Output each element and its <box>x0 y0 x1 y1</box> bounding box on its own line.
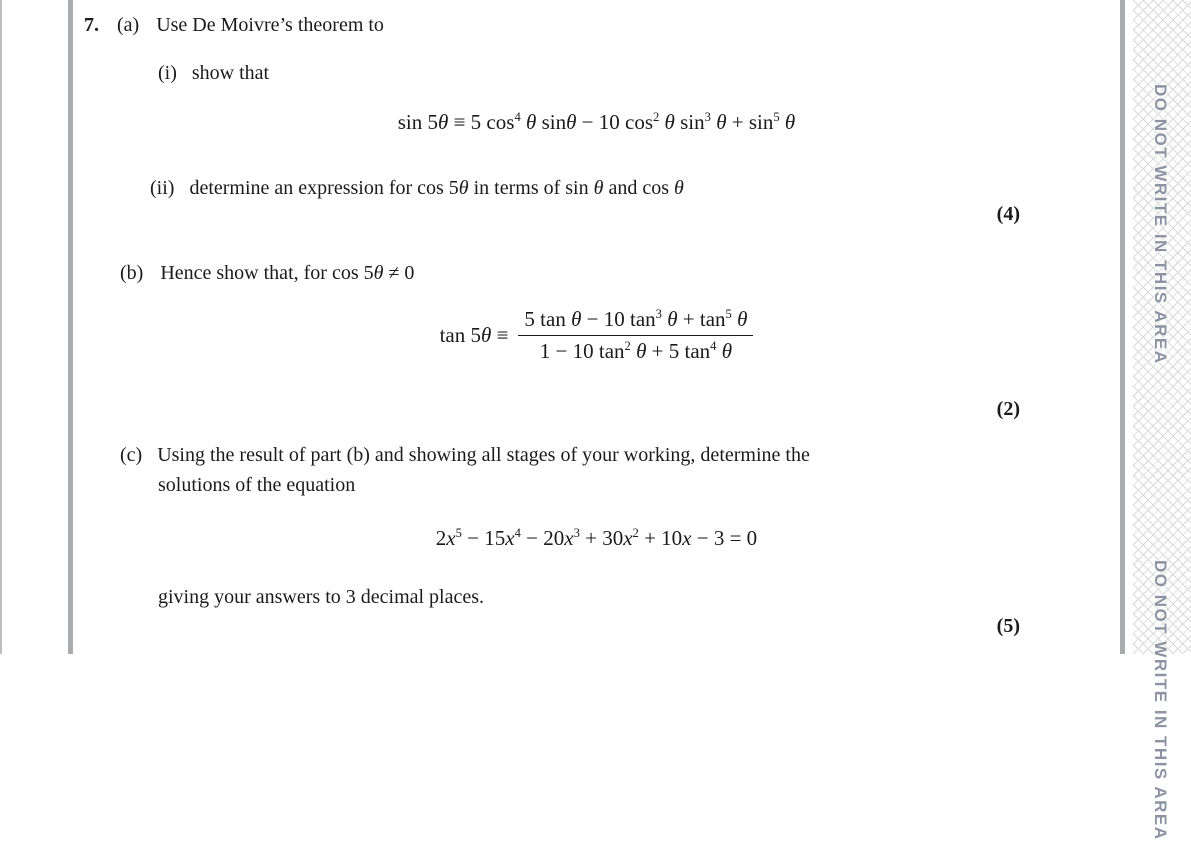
part-c-row-2 <box>158 473 355 497</box>
equation-quintic: $2x^5 - 15x^4 - 20x^3 + 30x^2 + 10x - 3 = 0$ <box>435 526 758 550</box>
do-not-write-text-top: DO NOT WRITE IN THIS AREA <box>1151 84 1170 365</box>
part-b-label: (b) <box>120 262 144 284</box>
part-c-label: (c) <box>120 444 143 466</box>
part-a-label: (a) <box>117 14 140 36</box>
part-a-i-label: (i) <box>158 62 177 84</box>
part-b-text: Hence show that, for cos 5θ ≠ 0 <box>160 262 415 284</box>
fraction-denominator: 1 − 10 $\tan^2 \theta + 5$ $\tan^4 \theta$ <box>518 335 753 364</box>
part-c-closing: giving your answers to 3 decimal places. <box>158 586 485 608</box>
fraction <box>518 307 753 364</box>
fraction-numerator: 5 tan θ − 10 $\tan^3 \theta + \tan^5 \theta$ <box>524 307 748 331</box>
part-c-row-1 <box>120 443 810 467</box>
part-a-ii-text: determine an expression for cos 5θ in terms of sin θ and cos θ <box>189 177 684 199</box>
formula-tan5theta <box>73 307 1120 364</box>
formula-sin5theta: sin 5θ ≡ 5 $\cos^4 \theta$ sinθ − 10 $\cos^2 \theta$ $\sin^3 \theta + \sin^5 \theta$ <box>397 110 796 134</box>
marks-part-c: (5) <box>996 615 1020 637</box>
part-b-row <box>120 261 414 285</box>
part-a-i-text: show that <box>191 62 270 84</box>
page-left-edge-line <box>0 0 2 654</box>
do-not-write-strip <box>1133 0 1191 841</box>
marks-part-b: (2) <box>996 398 1020 420</box>
part-a-intro: Use De Moivre’s theorem to <box>156 14 384 36</box>
question-number: 7. <box>84 14 99 36</box>
part-c-text-line2: solutions of the equation <box>158 474 356 496</box>
part-a-i-row <box>158 61 269 85</box>
do-not-write-text-bottom: DO NOT WRITE IN THIS AREA <box>1151 560 1170 841</box>
fraction-lhs: tan 5θ ≡ <box>439 323 509 347</box>
part-a-ii-row <box>150 176 684 200</box>
question-area <box>73 0 1120 654</box>
part-c-text-line1: Using the result of part (b) and showing all stages of your working, determine the <box>157 444 810 466</box>
part-a-ii-label: (ii) <box>150 177 175 199</box>
question-intro-row <box>84 13 384 37</box>
right-margin-rule <box>1120 0 1125 654</box>
marks-part-a: (4) <box>996 203 1020 225</box>
